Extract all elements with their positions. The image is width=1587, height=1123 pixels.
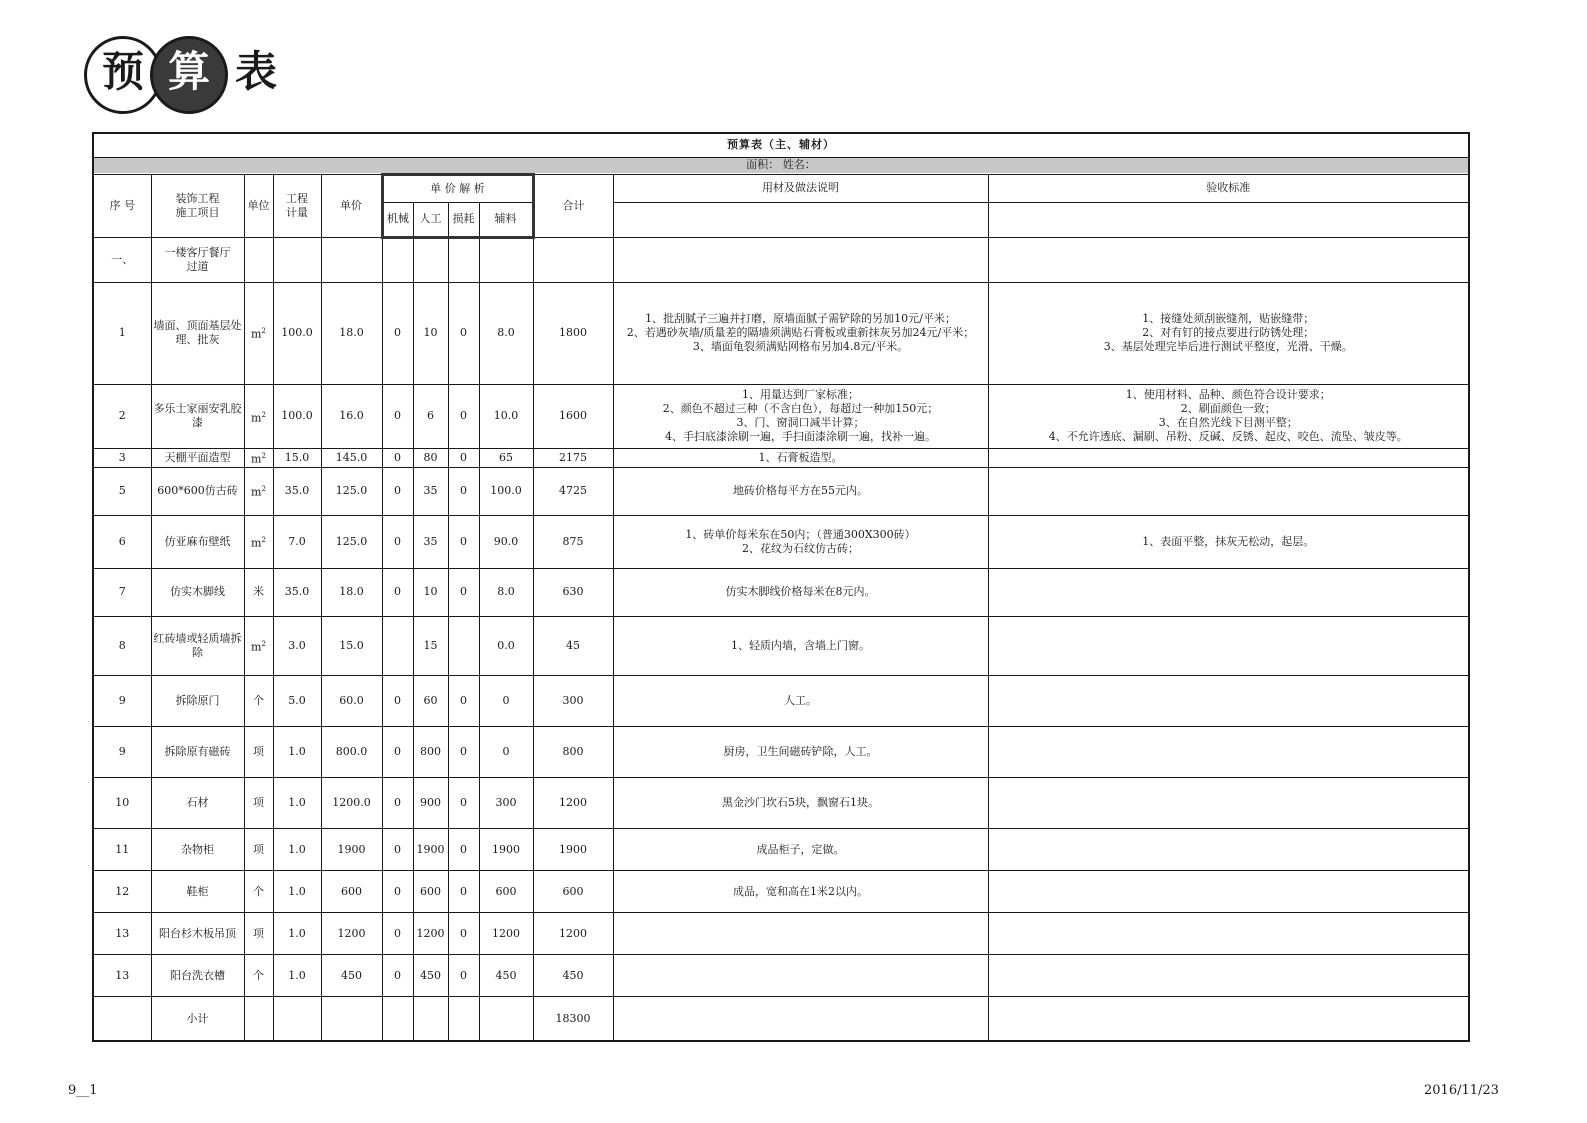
row-qty: 1.0: [273, 778, 321, 829]
row-aux: 1900: [479, 829, 533, 871]
row-desc: 人工。: [613, 675, 988, 726]
row-machine: 0: [382, 675, 413, 726]
empty-cell: [413, 237, 448, 282]
row-price: 125.0: [321, 467, 382, 515]
row-total: 4725: [533, 467, 613, 515]
row-name: 红砖墙或轻质墙拆除: [151, 616, 244, 675]
row-labor: 80: [413, 448, 448, 467]
row-qty: 35.0: [273, 568, 321, 616]
row-desc: [613, 955, 988, 997]
unit-text: m: [251, 485, 262, 499]
row-aux: 450: [479, 955, 533, 997]
row-labor: 60: [413, 675, 448, 726]
row-aux: 1200: [479, 913, 533, 955]
row-name: 600*600仿古砖: [151, 467, 244, 515]
row-machine: 0: [382, 913, 413, 955]
row-machine: 0: [382, 282, 413, 384]
row-machine: 0: [382, 955, 413, 997]
row-desc: 成品，宽和高在1米2以内。: [613, 871, 988, 913]
unit-text: 个: [253, 693, 264, 707]
table-row: [93, 913, 1469, 955]
row-aux: 10.0: [479, 384, 533, 448]
row-labor: 1200: [413, 913, 448, 955]
row-qty: 7.0: [273, 515, 321, 568]
row-qty: 1.0: [273, 726, 321, 777]
row-machine: 0: [382, 467, 413, 515]
logo-char-2: 算: [167, 47, 210, 96]
subtotal-label: 小计: [151, 997, 244, 1041]
row-aux: 90.0: [479, 515, 533, 568]
row-price: 60.0: [321, 675, 382, 726]
empty-cell: [988, 997, 1469, 1041]
table-row: [93, 778, 1469, 829]
row-labor: 10: [413, 282, 448, 384]
logo-char-1: 预: [101, 47, 144, 96]
row-loss: [448, 616, 479, 675]
row-loss: 0: [448, 515, 479, 568]
row-qty: 15.0: [273, 448, 321, 467]
row-name: 多乐士家丽安乳胶漆: [151, 384, 244, 448]
empty-cell: [321, 237, 382, 282]
section-name: 一楼客厅餐厅 过道: [151, 237, 244, 282]
row-aux: 100.0: [479, 467, 533, 515]
row-loss: 0: [448, 829, 479, 871]
unit-text: 项: [253, 796, 264, 810]
row-std: 1、接缝处须刮嵌缝剂，贴嵌缝带； 2、对有钉的接点要进行防锈处理； 3、基层处理完毕后进行测试平整度，光滑、干燥。: [988, 282, 1469, 384]
row-qty: 5.0: [273, 675, 321, 726]
row-total: 300: [533, 675, 613, 726]
row-no: 13: [93, 955, 151, 997]
row-unit: [244, 568, 273, 616]
row-no: 6: [93, 515, 151, 568]
row-price: 1200: [321, 913, 382, 955]
row-machine: 0: [382, 515, 413, 568]
empty-cell: [448, 997, 479, 1041]
row-desc: 厨房，卫生间磁砖铲除，人工。: [613, 726, 988, 777]
header-std-blank: [988, 202, 1469, 237]
budget-table: [92, 132, 1470, 1042]
unit-superscript: 2: [261, 640, 266, 648]
row-std: [988, 955, 1469, 997]
row-labor: 900: [413, 778, 448, 829]
row-qty: 1.0: [273, 871, 321, 913]
row-name: 仿亚麻布壁纸: [151, 515, 244, 568]
row-total: 1200: [533, 913, 613, 955]
row-loss: 0: [448, 282, 479, 384]
unit-superscript: 2: [261, 410, 266, 419]
unit-superscript: 2: [261, 327, 266, 336]
table-row: [93, 726, 1469, 777]
empty-cell: [479, 997, 533, 1041]
row-total: 1200: [533, 778, 613, 829]
row-loss: 0: [448, 955, 479, 997]
row-price: 800.0: [321, 726, 382, 777]
row-aux: 8.0: [479, 568, 533, 616]
header-total: 合计: [533, 174, 613, 237]
row-no: 10: [93, 778, 151, 829]
table-row: [93, 448, 1469, 467]
row-labor: 6: [413, 384, 448, 448]
row-unit: [244, 616, 273, 675]
header-qty: 工程 计量: [273, 174, 321, 237]
header-aux: 辅料: [479, 202, 533, 237]
unit-text: m: [251, 328, 262, 342]
row-loss: 0: [448, 726, 479, 777]
section-no: 一、: [93, 237, 151, 282]
row-std: [988, 448, 1469, 467]
row-total: 1900: [533, 829, 613, 871]
row-machine: 0: [382, 448, 413, 467]
row-no: 9: [93, 675, 151, 726]
table-row: [93, 568, 1469, 616]
empty-cell: [244, 997, 273, 1041]
row-desc: 1、轻质内墙，含墙上门窗。: [613, 616, 988, 675]
row-unit: [244, 515, 273, 568]
empty-cell: [273, 997, 321, 1041]
unit-superscript: 2: [261, 451, 266, 460]
empty-cell: [413, 997, 448, 1041]
unit-text: 个: [253, 884, 264, 898]
header-item: 装饰工程 施工项目: [151, 174, 244, 237]
row-no: 13: [93, 913, 151, 955]
row-desc: 1、石膏板造型。: [613, 448, 988, 467]
empty-cell: [479, 237, 533, 282]
logo-char-3: 表: [234, 47, 277, 96]
row-unit: [244, 871, 273, 913]
unit-text: m: [251, 411, 262, 425]
row-price: 600: [321, 871, 382, 913]
row-aux: 300: [479, 778, 533, 829]
empty-cell: [382, 997, 413, 1041]
empty-cell: [321, 997, 382, 1041]
row-desc: 黑金沙门坎石5块，飘窗石1块。: [613, 778, 988, 829]
row-loss: 0: [448, 913, 479, 955]
row-std: 1、表面平整，抹灰无松动，起层。: [988, 515, 1469, 568]
subtotal-value: 18300: [533, 997, 613, 1041]
empty-cell: [533, 237, 613, 282]
row-unit: [244, 829, 273, 871]
row-name: 阳台杉木板吊顶: [151, 913, 244, 955]
row-total: 1600: [533, 384, 613, 448]
table-row: [93, 515, 1469, 568]
table-row: [93, 616, 1469, 675]
row-name: 石材: [151, 778, 244, 829]
row-qty: 3.0: [273, 616, 321, 675]
header-unit: 单位: [244, 174, 273, 237]
row-no: 1: [93, 282, 151, 384]
row-unit: [244, 467, 273, 515]
row-aux: 0.0: [479, 616, 533, 675]
row-machine: 0: [382, 829, 413, 871]
row-unit: [244, 913, 273, 955]
table-row: [93, 467, 1469, 515]
row-aux: 0: [479, 675, 533, 726]
row-machine: 0: [382, 384, 413, 448]
row-price: 18.0: [321, 568, 382, 616]
row-loss: 0: [448, 568, 479, 616]
row-std: 1、使用材料、品种、颜色符合设计要求； 2、刷面颜色一致； 3、在自然光线下目测平整； 4、不允许透底、漏刷、吊粉、反碱、反锈、起皮、咬色、流坠、皱皮等。: [988, 384, 1469, 448]
row-labor: 35: [413, 515, 448, 568]
section-row: [93, 237, 1469, 282]
row-name: 天棚平面造型: [151, 448, 244, 467]
row-unit: [244, 282, 273, 384]
table-row: [93, 829, 1469, 871]
table-row: [93, 871, 1469, 913]
row-std: [988, 568, 1469, 616]
row-loss: 0: [448, 384, 479, 448]
unit-text: m: [251, 452, 262, 466]
row-total: 630: [533, 568, 613, 616]
row-total: 450: [533, 955, 613, 997]
row-aux: 0: [479, 726, 533, 777]
unit-text: 米: [253, 585, 264, 599]
header-std: 验收标准: [988, 174, 1469, 202]
row-price: 15.0: [321, 616, 382, 675]
row-price: 125.0: [321, 515, 382, 568]
row-machine: [382, 616, 413, 675]
row-total: 800: [533, 726, 613, 777]
row-labor: 15: [413, 616, 448, 675]
area-name-subheader: 面积： 姓名：: [93, 157, 1469, 174]
row-std: [988, 913, 1469, 955]
unit-text: 项: [253, 842, 264, 856]
row-labor: 1900: [413, 829, 448, 871]
row-aux: 65: [479, 448, 533, 467]
header-loss: 损耗: [448, 202, 479, 237]
row-price: 145.0: [321, 448, 382, 467]
row-std: [988, 467, 1469, 515]
row-desc: 1、批刮腻子三遍并打磨，原墙面腻子需铲除的另加10元/平米； 2、若遇砂灰墙/质量差的隔墙须满贴石膏板或重新抹灰另加24元/平米； 3、墙面龟裂须满贴网格布另加4.8元/平米。: [613, 282, 988, 384]
row-price: 1200.0: [321, 778, 382, 829]
row-name: 杂物柜: [151, 829, 244, 871]
empty-cell: [273, 237, 321, 282]
row-total: 600: [533, 871, 613, 913]
table-title: 预算表（主、辅材）: [93, 133, 1469, 157]
row-std: [988, 778, 1469, 829]
unit-text: 项: [253, 744, 264, 758]
unit-text: 项: [253, 926, 264, 940]
row-name: 鞋柜: [151, 871, 244, 913]
row-std: [988, 675, 1469, 726]
header-price: 单价: [321, 174, 382, 237]
footer-date: 2016/11/23: [1424, 1083, 1499, 1098]
row-loss: 0: [448, 467, 479, 515]
row-no: 12: [93, 871, 151, 913]
row-unit: [244, 448, 273, 467]
row-total: 875: [533, 515, 613, 568]
row-unit: [244, 726, 273, 777]
row-name: 拆除原有磁砖: [151, 726, 244, 777]
row-std: [988, 616, 1469, 675]
row-qty: 1.0: [273, 829, 321, 871]
row-desc: 仿实木脚线价格每米在8元内。: [613, 568, 988, 616]
table-row: [93, 384, 1469, 448]
row-name: 墙面、顶面基层处理、批灰: [151, 282, 244, 384]
unit-text: 个: [253, 968, 264, 982]
row-aux: 600: [479, 871, 533, 913]
subtotal-row: [93, 997, 1469, 1041]
row-price: 16.0: [321, 384, 382, 448]
row-labor: 600: [413, 871, 448, 913]
row-qty: 100.0: [273, 282, 321, 384]
row-name: 拆除原门: [151, 675, 244, 726]
row-std: [988, 871, 1469, 913]
header-desc: 用材及做法说明: [613, 174, 988, 202]
row-no: 3: [93, 448, 151, 467]
row-loss: 0: [448, 448, 479, 467]
row-machine: 0: [382, 778, 413, 829]
unit-text: m: [251, 536, 262, 550]
row-desc: 地砖价格每平方在55元内。: [613, 467, 988, 515]
row-machine: 0: [382, 568, 413, 616]
row-std: [988, 829, 1469, 871]
row-total: 1800: [533, 282, 613, 384]
row-no: 8: [93, 616, 151, 675]
budget-logo: [84, 36, 284, 116]
row-loss: 0: [448, 778, 479, 829]
row-no: 2: [93, 384, 151, 448]
row-name: 阳台洗衣槽: [151, 955, 244, 997]
row-unit: [244, 955, 273, 997]
row-total: 2175: [533, 448, 613, 467]
page-number: 9__1: [68, 1083, 98, 1098]
unit-text: m: [251, 640, 262, 654]
row-name: 仿实木脚线: [151, 568, 244, 616]
row-labor: 35: [413, 467, 448, 515]
header-labor: 人工: [413, 202, 448, 237]
row-unit: [244, 384, 273, 448]
row-price: 450: [321, 955, 382, 997]
table-row: [93, 675, 1469, 726]
row-machine: 0: [382, 871, 413, 913]
empty-cell: [613, 997, 988, 1041]
row-std: [988, 726, 1469, 777]
header-desc-blank: [613, 202, 988, 237]
row-price: 18.0: [321, 282, 382, 384]
row-loss: 0: [448, 871, 479, 913]
row-labor: 10: [413, 568, 448, 616]
header-breakdown: 单 价 解 析: [382, 174, 533, 202]
empty-cell: [988, 237, 1469, 282]
row-no: 5: [93, 467, 151, 515]
header-no: 序 号: [93, 174, 151, 237]
empty-cell: [448, 237, 479, 282]
row-no: 9: [93, 726, 151, 777]
row-desc: [613, 913, 988, 955]
unit-superscript: 2: [261, 485, 266, 494]
row-labor: 800: [413, 726, 448, 777]
row-desc: 1、砖单价每米东在50内；（普通300X300砖） 2、花纹为石纹仿古砖；: [613, 515, 988, 568]
unit-superscript: 2: [261, 535, 266, 544]
row-no: 7: [93, 568, 151, 616]
row-qty: 35.0: [273, 467, 321, 515]
row-price: 1900: [321, 829, 382, 871]
row-unit: [244, 778, 273, 829]
empty-cell: [382, 237, 413, 282]
row-labor: 450: [413, 955, 448, 997]
table-row: [93, 955, 1469, 997]
row-qty: 1.0: [273, 955, 321, 997]
row-unit: [244, 675, 273, 726]
row-no: 11: [93, 829, 151, 871]
empty-cell: [244, 237, 273, 282]
row-qty: 1.0: [273, 913, 321, 955]
row-machine: 0: [382, 726, 413, 777]
row-aux: 8.0: [479, 282, 533, 384]
row-desc: 成品柜子，定做。: [613, 829, 988, 871]
row-loss: 0: [448, 675, 479, 726]
empty-cell: [613, 237, 988, 282]
header-machine: 机械: [382, 202, 413, 237]
row-qty: 100.0: [273, 384, 321, 448]
table-row: [93, 282, 1469, 384]
row-total: 45: [533, 616, 613, 675]
empty-cell: [93, 997, 151, 1041]
row-desc: 1、用量达到厂家标准； 2、颜色不超过三种（不含白色），每超过一种加150元； 3、门、窗洞口减半计算； 4、手扫底漆涂刷一遍，手扫面漆涂刷一遍，找补一遍。: [613, 384, 988, 448]
